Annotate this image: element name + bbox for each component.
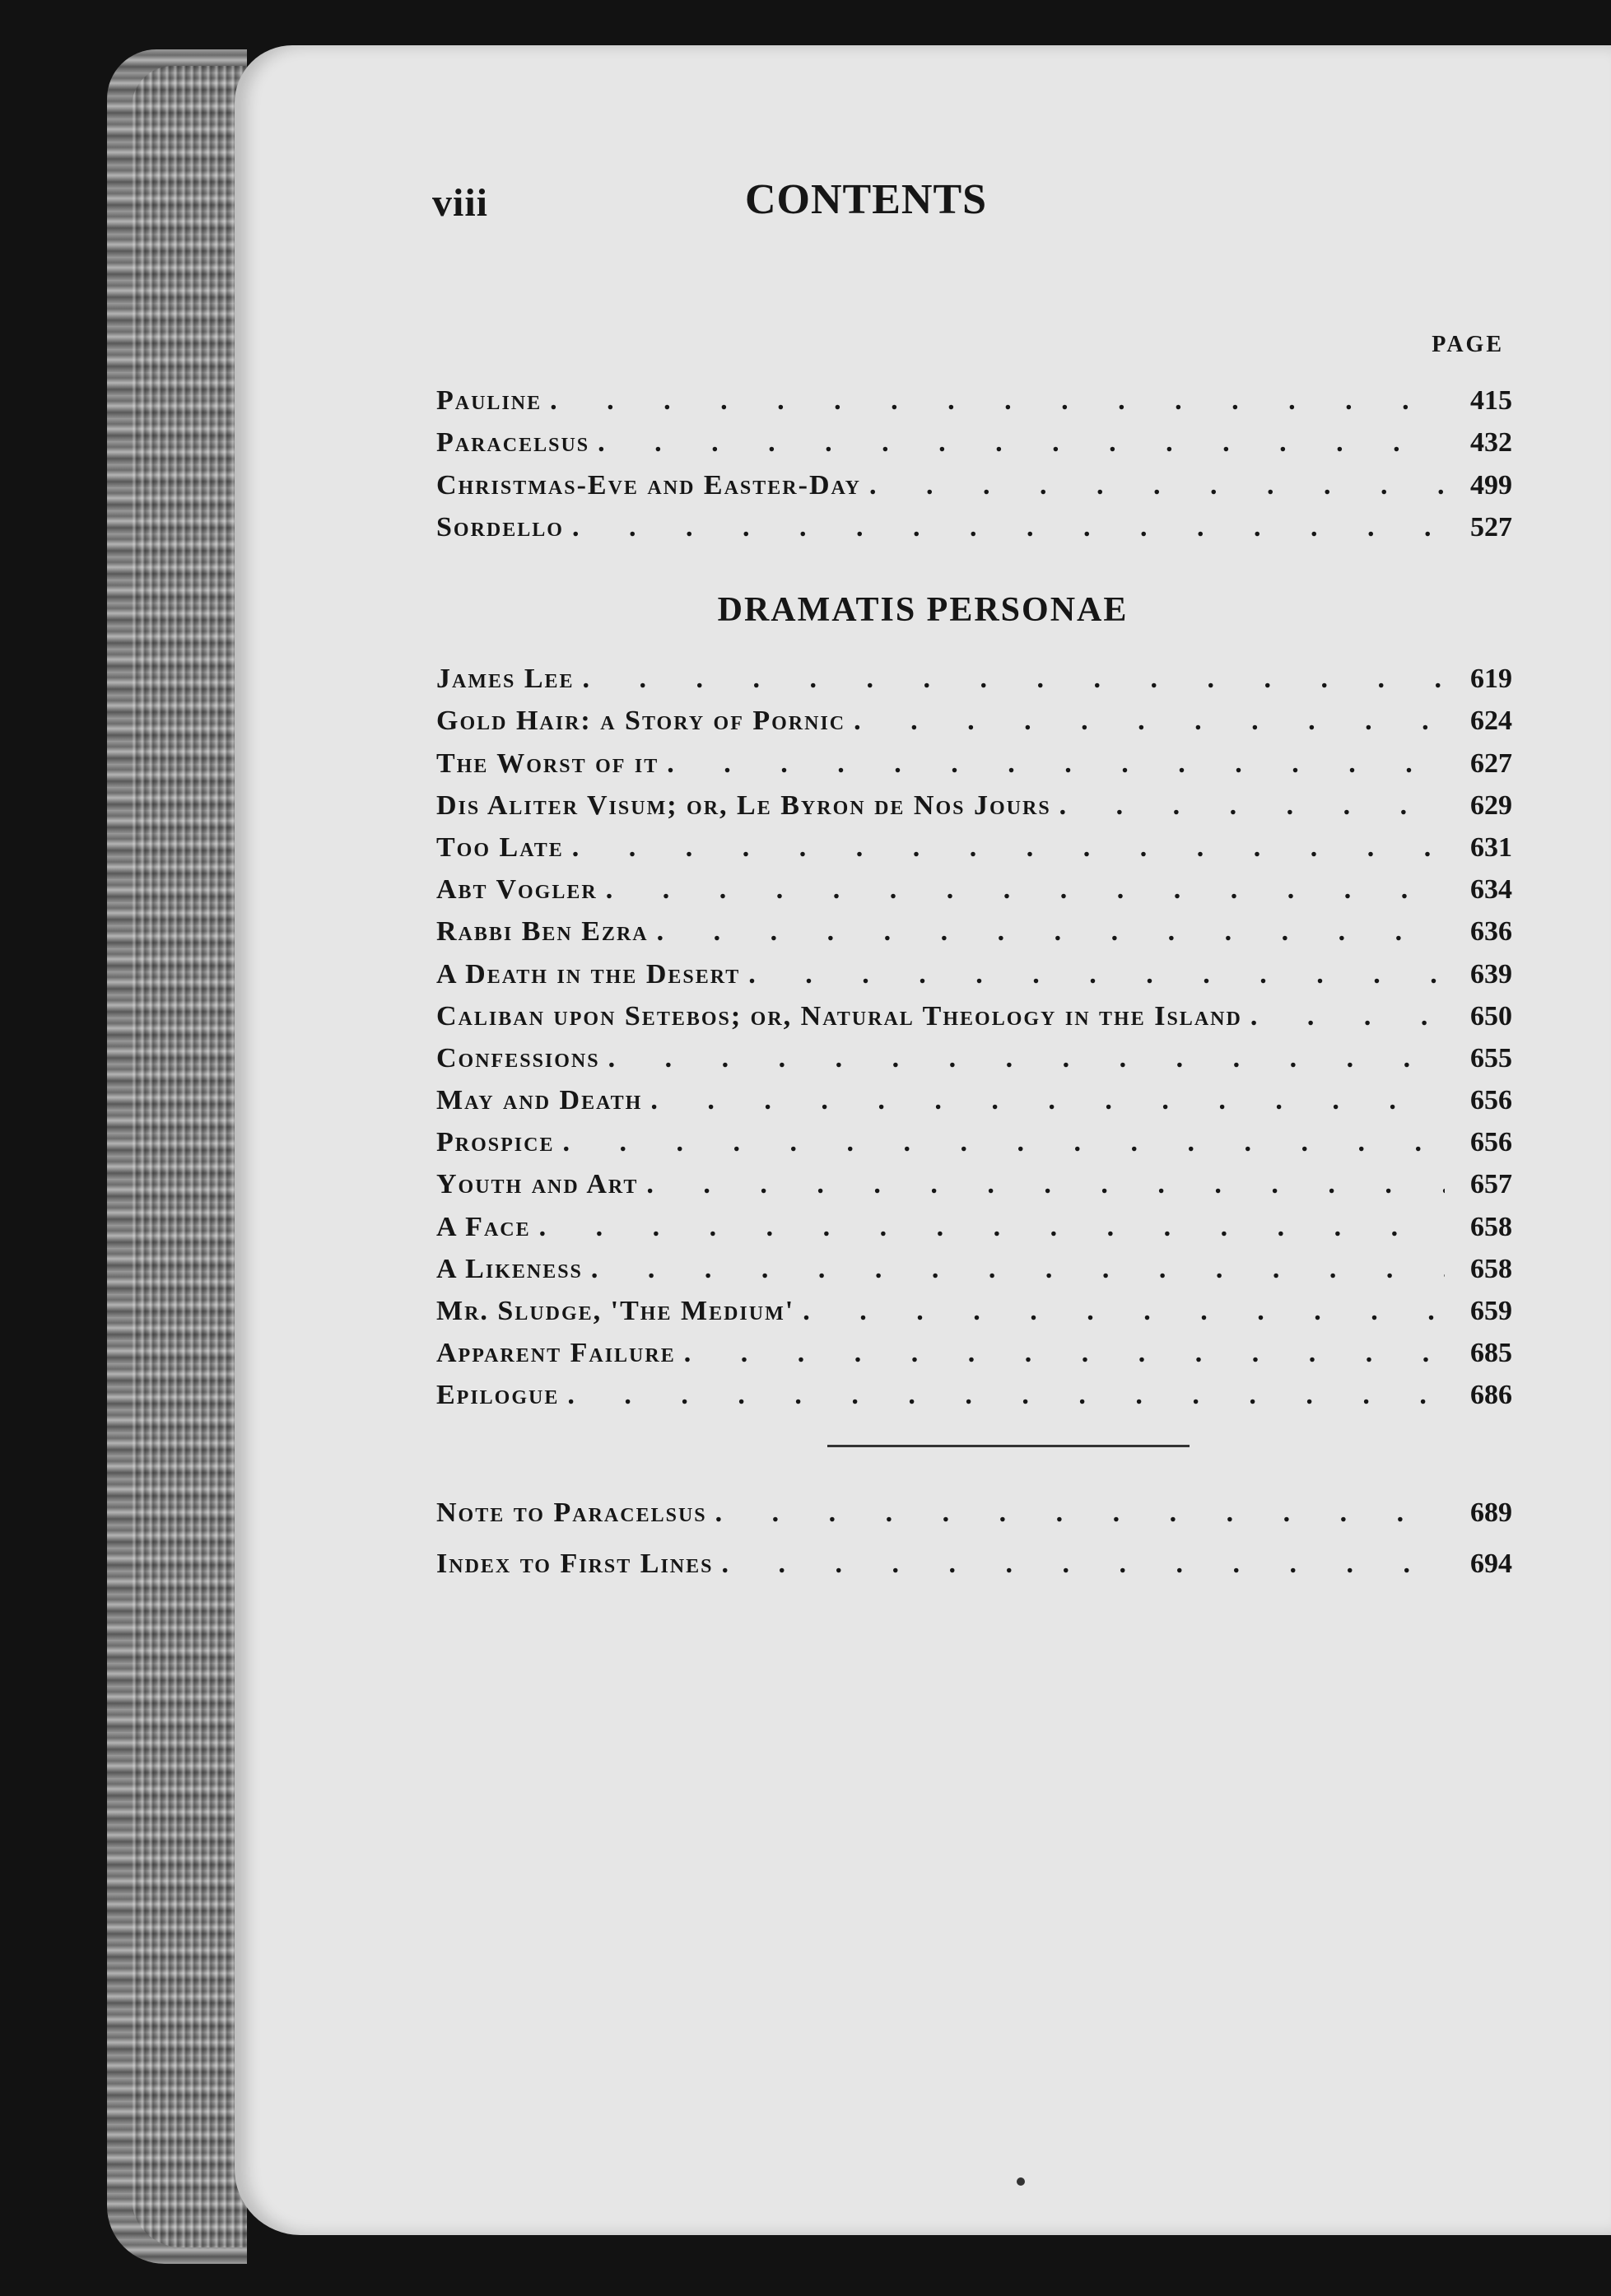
toc-entry [436,906,1512,948]
toc-entry-page: 527 [1470,511,1512,543]
dot-leader [684,1338,1445,1369]
toc-entry [436,780,1512,822]
toc-entry [436,459,1512,501]
toc-entry-title: Prospice [436,1127,555,1158]
toc-entry-page: 689 [1470,1497,1512,1528]
toc-entry-page: 499 [1470,469,1512,501]
toc-entry-title: A Death in the Desert [436,958,741,990]
toc-entry-title: Rabbi Ben Ezra [436,916,649,948]
toc-entry-page: 634 [1470,874,1512,906]
toc-entry-title: Too Late [436,831,564,863]
book-page [235,45,1611,2235]
toc-entry [436,1529,1512,1580]
running-title: CONTENTS [745,176,988,223]
toc-entry [436,1243,1512,1285]
toc-entry-page: 659 [1470,1296,1512,1326]
toc-entry-title: Confessions [436,1042,600,1073]
toc-entry-page: 658 [1470,1211,1512,1242]
toc-entry-page: 657 [1470,1169,1512,1200]
toc-entry-page: 432 [1470,427,1512,459]
toc-entry-title: Abt Vogler [436,874,598,906]
toc-entry-title: Christmas-Eve and Easter-Day [436,469,861,501]
toc-entry [436,1200,1512,1242]
toc-entry-title: The Worst of it [436,747,659,779]
toc-entry-page: 629 [1470,789,1512,821]
toc-entry [436,864,1512,906]
dot-leader [1250,1001,1445,1032]
toc-entry-title: Epilogue [436,1380,560,1411]
dot-leader [667,748,1445,780]
dot-leader [748,959,1445,990]
toc-entry [436,1478,1512,1529]
section-heading: DRAMATIS PERSONAE [717,591,1129,629]
toc-entry-page: 624 [1470,706,1512,737]
toc-entry [436,1116,1512,1158]
toc-entry [436,695,1512,737]
dot-leader [646,1169,1445,1200]
dot-leader [572,512,1445,543]
toc-entry [436,1369,1512,1411]
toc-entry-page: 619 [1470,664,1512,695]
toc-entry [436,653,1512,695]
toc-entry-title: A Likeness [436,1253,583,1284]
toc-dramatis-list [436,653,1512,1411]
page-column-label: PAGE [1432,332,1504,357]
dot-leader [1059,790,1445,822]
dot-leader [562,1127,1445,1158]
toc-entry [436,1327,1512,1369]
dot-leader [721,1549,1445,1580]
toc-entry [436,375,1512,417]
toc-back-list [436,1478,1512,1580]
toc-entry-title: Paracelsus [436,427,590,459]
toc-entry [436,1074,1512,1116]
toc-entry [436,948,1512,990]
toc-top-list [436,375,1512,543]
toc-entry [436,990,1512,1032]
toc-entry-page: 639 [1470,958,1512,990]
toc-entry-title: Dis Aliter Visum; or, Le Byron de Nos Jours [436,789,1051,821]
dot-leader [608,1043,1445,1074]
toc-entry [436,501,1512,543]
toc-entry-page: 686 [1470,1380,1512,1411]
toc-entry [436,1032,1512,1074]
dot-leader [650,1085,1445,1116]
toc-entry-title: Apparent Failure [436,1338,676,1369]
toc-entry [436,737,1512,779]
toc-entry [436,822,1512,864]
toc-entry-title: Caliban upon Setebos; or, Natural Theology in the Island [436,1000,1242,1032]
dot-leader [715,1497,1445,1529]
toc-entry [436,417,1512,459]
toc-entry-page: 650 [1470,1000,1512,1032]
toc-entry-title: Mr. Sludge, 'The Medium' [436,1296,795,1326]
toc-entry [436,1285,1512,1327]
toc-entry-title: James Lee [436,664,575,695]
dot-leader [539,1212,1445,1243]
toc-entry-title: Pauline [436,385,542,417]
toc-entry-page: 656 [1470,1127,1512,1158]
toc-entry-page: 627 [1470,747,1512,779]
dot-leader [803,1296,1445,1327]
toc-entry-page: 415 [1470,385,1512,417]
page-folio: viii [432,181,489,225]
dot-leader [567,1380,1445,1411]
toc-entry-title: Sordello [436,511,564,543]
toc-entry-page: 656 [1470,1085,1512,1116]
toc-entry-page: 636 [1470,916,1512,948]
toc-entry-page: 658 [1470,1253,1512,1284]
dot-leader [657,916,1445,948]
section-divider [827,1445,1190,1447]
dot-leader [572,832,1445,864]
page-header [432,175,1446,241]
toc-entry-page: 631 [1470,831,1512,863]
toc-entry-title: Index to First Lines [436,1549,714,1579]
toc-entry-title: May and Death [436,1085,643,1116]
toc-entry [436,1158,1512,1200]
toc-entry-title: Youth and Art [436,1169,639,1200]
book-binding-edge [107,49,247,2264]
dot-leader [598,427,1445,459]
dot-leader [854,706,1445,737]
toc-entry-title: A Face [436,1211,531,1242]
toc-entry-page: 685 [1470,1338,1512,1369]
toc-entry-title: Gold Hair: a Story of Pornic [436,706,846,737]
toc-entry-title: Note to Paracelsus [436,1497,707,1528]
dot-leader [583,664,1445,695]
dot-leader [869,470,1445,501]
dot-leader [591,1254,1445,1285]
dot-leader [550,385,1445,417]
toc-entry-page: 655 [1470,1042,1512,1073]
toc-entry-page: 694 [1470,1549,1512,1579]
footer-mark [1017,2177,1025,2186]
dot-leader [606,874,1445,906]
